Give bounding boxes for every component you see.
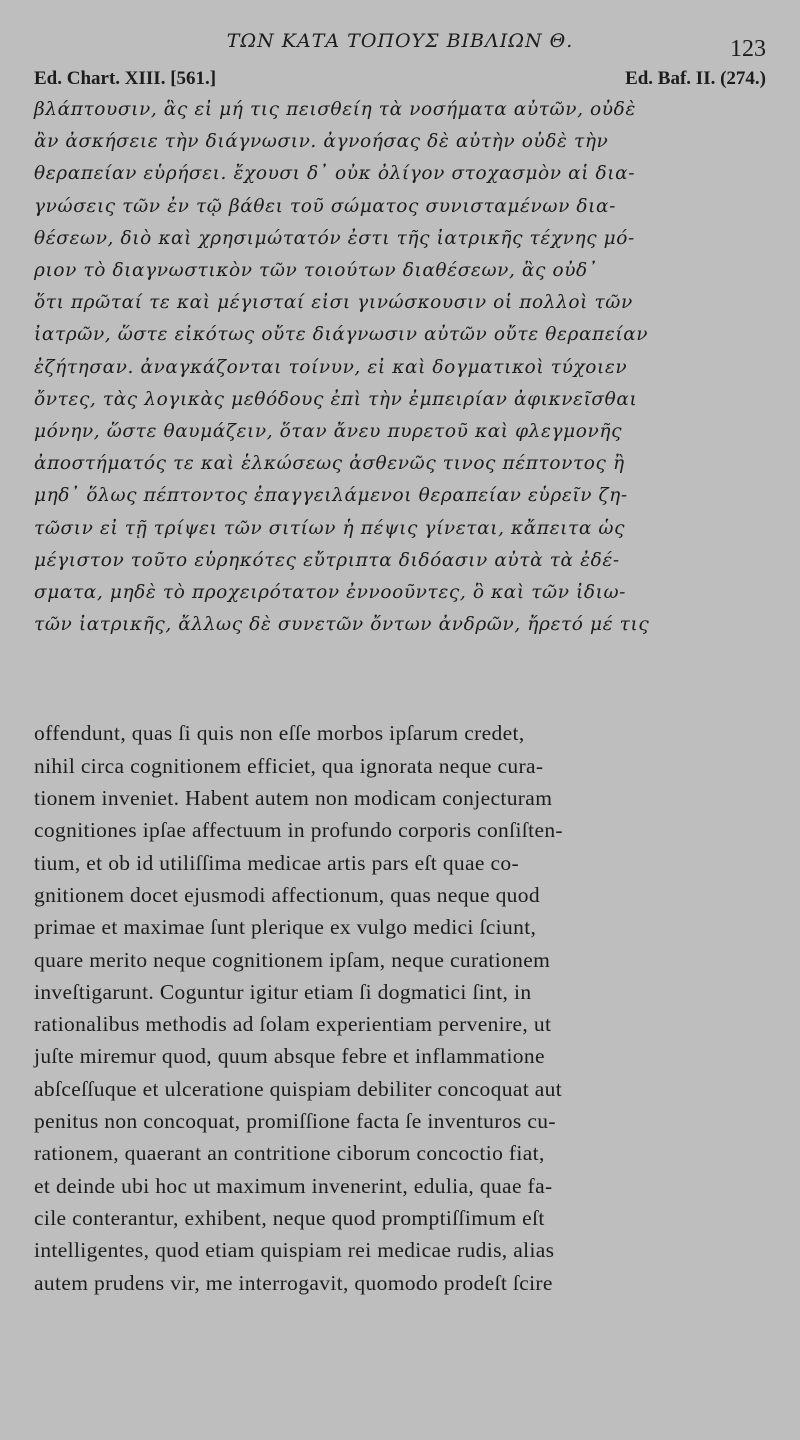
latin-text-line: tionem inveniet. Habent autem non modicam conjecturam [34,786,553,811]
edition-right: Ed. Baf. II. (274.) [625,68,766,89]
running-title: ΤΩΝ ΚΑΤΑ ΤΟΠΟΥΣ ΒΙΒΛΙΩΝ Θ. [226,30,574,52]
greek-text-line: σματα, μηδὲ τὸ προχειρότατον ἐννοοῦντες, ὃ καὶ τῶν ἰδιω- [34,582,627,604]
latin-text-line: juſte miremur quod, quum absque febre et inflammatione [34,1044,545,1069]
latin-text-line: rationalibus methodis ad ſolam experientiam pervenire, ut [34,1012,552,1037]
greek-text-line: βλάπτουσιν, ἃς εἰ μή τις πεισθείη τὰ νοσήματα αὐτῶν, οὐδὲ [34,99,636,120]
greek-text-line: ὄντες, τὰς λογικὰς μεθόδους ἐπὶ τὴν ἐμπειρίαν ἀφικνεῖσθαι [34,388,638,410]
greek-text-line: ριον τὸ διαγνωστικὸν τῶν τοιούτων διαθέσεων, ἃς οὐδ᾽ [34,260,598,282]
running-head [34,26,766,62]
latin-text-line: cognitiones ipſae affectuum in profundo corporis conſiſten- [34,818,563,843]
latin-text-line: tium, et ob id utiliſſima medicae artis pars eſt quae co- [34,850,520,875]
latin-text-line: penitus non concoquat, promiſſione facta ſe inventuros cu- [34,1109,556,1134]
greek-text-line: τῶσιν εἰ τῇ τρίψει τῶν σιτίων ἡ πέψις γίνεται, κἄπειτα ὡς [34,517,626,539]
greek-text-line: ἐζήτησαν. ἀναγκάζονται τοίνυν, εἰ καὶ δογματικοὶ τύχοιεν [34,356,628,378]
greek-text-line: ὅτι πρῶταί τε καὶ μέγισταί εἰσι γινώσκουσιν οἱ πολλοὶ τῶν [34,292,633,314]
latin-text-line: abſceſſuque et ulceratione quispiam debiliter concoquat aut [34,1076,563,1101]
greek-text-line: ἀποστήματός τε καὶ ἑλκώσεως ἀσθενῶς τινος πέπτοντος ἢ [34,453,625,475]
greek-text-line: μηδ᾽ ὅλως πέπτοντος ἐπαγγειλάμενοι θεραπείαν εὑρεῖν ζη- [34,485,628,507]
greek-text-block [34,94,766,641]
greek-text-line: θεραπείαν εὑρήσει. ἔχουσι δ᾽ οὐκ ὀλίγον στοχασμὸν αἱ δια- [34,163,636,185]
latin-text-line: intelligentes, quod etiam quispiam rei medicae rudis, alias [34,1238,555,1263]
greek-text-line: μόνην, ὥστε θαυμάζειν, ὅταν ἄνευ πυρετοῦ καὶ φλεγμονῆς [34,421,623,443]
latin-text-line: nihil circa cognitionem efficiet, qua ignorata neque cura- [34,753,544,778]
latin-text-line: quare merito neque cognitionem ipſam, neque curationem [34,947,551,972]
greek-text-line: γνώσεις τῶν ἐν τῷ βάθει τοῦ σώματος συνισταμένων δια- [34,195,616,217]
greek-text-line: θέσεων, διὸ καὶ χρησιμώτατόν ἐστι τῆς ἰατρικῆς τέχνης μό- [34,227,635,249]
greek-text-line: ἰατρῶν, ὥστε εἰκότως οὔτε διάγνωσιν αὐτῶν οὔτε θεραπείαν [34,324,649,346]
greek-text-line: τῶν ἰατρικῆς, ἄλλως δὲ συνετῶν ὄντων ἀνδρῶν, ἤρετό μέ τις [34,614,650,636]
latin-text-block [34,717,766,1298]
greek-text-line: ἂν ἀσκήσειε τὴν διάγνωσιν. ἀγνοήσας δὲ αὐτὴν οὐδὲ τὴν [34,131,609,153]
page-number: 123 [730,36,766,62]
latin-text-line: rationem, quaerant an contritione ciborum concoctio fiat, [34,1141,545,1166]
latin-text-line: autem prudens vir, me interrogavit, quomodo prodeſt ſcire [34,1270,553,1295]
latin-text-line: cile conterantur, exhibent, neque quod promptiſſimum eſt [34,1205,545,1230]
edition-left: Ed. Chart. XIII. [561.] [34,68,217,89]
latin-text-line: offendunt, quas ſi quis non eſſe morbos ipſarum credet, [34,721,525,746]
latin-text-line: primae et maximae ſunt plerique ex vulgo medici ſciunt, [34,915,537,940]
latin-text-line: et deinde ubi hoc ut maximum invenerint, edulia, quae fa- [34,1173,553,1198]
latin-text-line: inveſtigarunt. Coguntur igitur etiam ſi dogmatici ſint, in [34,979,532,1004]
latin-text-line: gnitionem docet ejusmodi affectionum, quas neque quod [34,882,540,907]
edition-references [34,68,766,90]
greek-text-line: μέγιστον τοῦτο εὑρηκότες εὔτριπτα διδόασιν αὐτὰ τὰ ἐδέ- [34,549,620,571]
